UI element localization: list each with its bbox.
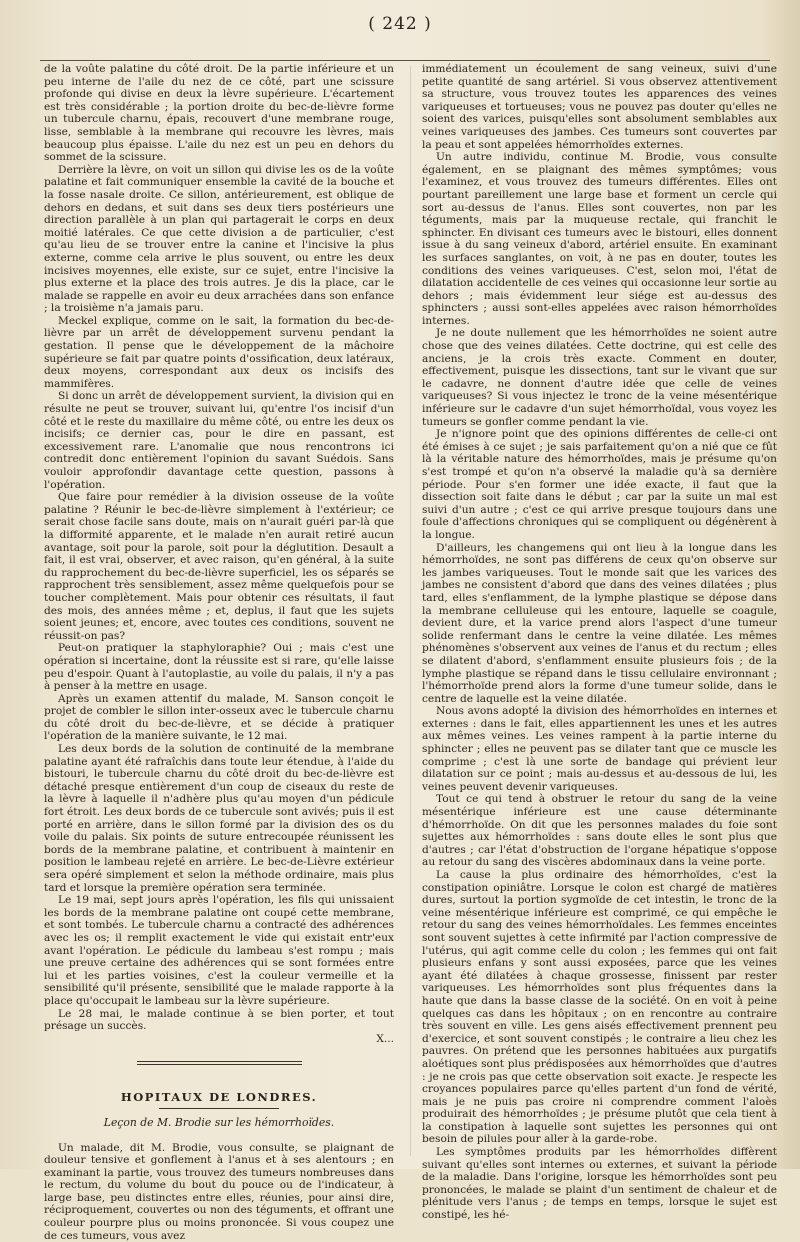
paragraph: Le 19 mai, sept jours après l'opération, les fils qui unissaient les bords de la membrane palatine ont coupé cette membrane, et sont tombés. Le tubercule charnu a contracté des adhérences avec les os; il remplit exactement le vide qui existait entr'eux avant l'opération. Le pédicule du lambeau s'est rompu ; mais une preuve certaine des adhérences qui se sont formées entre lui et les parties voisines, c'est la couleur vermeille et la sensibilité qu'il présente, sensibilité que le malade rapporte à la place qu'occupait le lambeau sur la lèvre supérieure. — [44, 894, 394, 1007]
paragraph: Nous avons adopté la division des hémorrhoïdes en internes et externes : dans le fait, elles appartiennent les unes et les autres aux mêmes veines. Les veines rampent à la partie interne du sphincter ; elles ne peuvent pas se dilater tant que ce muscle les comprime ; c'est là une sorte de bandage qui prévient leur dilatation sur ce point ; mais au-dessus et au-dessous de lui, les veines peuvent devenir variqueuses. — [422, 705, 777, 793]
section-subtitle: Leçon de M. Brodie sur les hémorrhoïdes. — [44, 1117, 394, 1130]
paragraph: Un malade, dit M. Brodie, vous consulte, se plaignant de douleur tensive et gonflement à l'anus et à ses alentours ; en examinant la partie, vous trouvez des tumeurs nombreuses dans le rectum, du volume du bout du pouce ou de l'indicateur, à large base, peu distinctes entre elles, réunies, pour ainsi dire, réciproquement, couvertes ou non des téguments, et offrant une couleur pourpre plus ou moins prononcée. Si vous coupez une de ces tumeurs, vous avez — [44, 1142, 394, 1242]
paragraph: Les deux bords de la solution de continuité de la membrane palatine ayant été rafraîchis dans toute leur étendue, à l'aide du bistouri, le tubercule charnu du côté droit du bec-de-lièvre est détaché presque entièrement d'un coup de ciseaux du reste de la lèvre à laquelle il n'adhère plus qu'au moyen d'un pédicule fort étroit. Les deux bords de ce tubercule sont avivés; puis il est porté en arrière, dans le sillon formé par la division des os du voile du palais. Six points de suture entrecoupée réunissent les bords de la membrane palatine, et contribuent à maintenir en position le lambeau rejeté en arrière. Le bec-de-Lièvre extérieur sera opéré simplement et selon la méthode ordinaire, mais plus tard et lorsque la première opération sera terminée. — [44, 743, 394, 894]
paragraph: Que faire pour remédier à la division osseuse de la voûte palatine ? Réunir le bec-de-lièvre simplement à l'extérieur; ce serait chose facile sans doute, mais on n'aurait guéri par-là que la difformité apparente, et le malade n'en aurait retiré aucun avantage, soit pour la parole, soit pour la déglutition. Desault a fait, il est vrai, observer, et avec raison, qu'en général, à la suite du rapprochement du bec-de-lièvre superficiel, les os séparés se rapprochent très sensiblement, assez même quelquefois pour se toucher complètement. Mais pour obtenir ces résultats, il faut des mois, des années même ; et, deplus, il faut que les sujets soient jeunes; et, encore, avec toutes ces conditions, souvent ne réussit-on pas? — [44, 491, 394, 642]
paragraph: immédiatement un écoulement de sang veineux, suivi d'une petite quantité de sang artériel. Si vous observez attentivement sa structure, vous trouvez toutes les apparences des veines variqueuses et tortueuses; vous ne pouvez pas douter qu'elles ne soient des varices, puisqu'elles sont absolument semblables aux veines variqueuses des jambes. Ces tumeurs sont couvertes par la peau et sont appelées hémorrhoïdes externes. — [422, 63, 777, 151]
paragraph: Le 28 mai, le malade continue à se bien porter, et tout présage un succès. — [44, 1008, 394, 1033]
paragraph: de la voûte palatine du côté droit. De la partie inférieure et un peu interne de l'aile du nez de ce côté, part une scissure profonde qui divise en deux la lèvre supérieure. L'écartement est très considérable ; la portion droite du bec-de-lièvre forme un tubercule charnu, épais, recouvert d'une membrane rouge, lisse, semblable à la membrane qui recouvre les lèvres, mais beaucoup plus épaisse. L'aile du nez est un peu en dehors du sommet de la scissure. — [44, 63, 394, 164]
title-rule — [159, 1108, 279, 1109]
section-title: HOPITAUX DE LONDRES. — [44, 1091, 394, 1104]
paragraph: Les symptômes produits par les hémorrhoïdes diffèrent suivant qu'elles sont internes ou externes, et suivant la période de la maladie. Dans l'origine, lorsque les hémorrhoïdes sont peu prononcées, le malade se plaint d'un sentiment de chaleur et de plénitude vers l'anus ; de temps en temps, lorsque le sujet est constipé, les hé- — [422, 1146, 777, 1222]
left-column — [44, 63, 394, 1242]
right-column — [422, 63, 777, 1222]
paragraph: Tout ce qui tend à obstruer le retour du sang de la veine mésentérique inférieure est une cause déterminante d'hémorrhoïde. On dit que les personnes malades du foie sont sujettes aux hémorrhoïdes : sans doute elles le sont plus que d'autres ; car l'état d'obstruction de l'organe hépatique s'oppose au retour du sang des viscères abdominaux dans la veine porte. — [422, 793, 777, 869]
paragraph: Si donc un arrêt de développement survient, la division qui en résulte ne peut se trouver, suivant lui, qu'entre l'os incisif d'un côté et le reste du maxillaire du même côté, ou entre les deux os incisifs; ce dernier cas, pour le dire en passant, est excessivement rare. L'anomalie que nous rencontrons ici contredit donc entièrement l'opinion du savant Suédois. Sans vouloir approfondir davantage cette question, passons à l'opération. — [44, 390, 394, 491]
paragraph: Derrière la lèvre, on voit un sillon qui divise les os de la voûte palatine et fait communiquer ensemble la cavité de la bouche et la fosse nasale droite. Ce sillon, antérieurement, est oblique de dehors en dedans, et suit dans ses deux tiers postérieurs une direction parallèle à un plan qui partagerait le corps en deux moitié latérales. Ce que cette division a de particulier, c'est qu'au lieu de se trouver entre la canine et l'incisive la plus externe, comme cela arrive le plus souvent, ou entre les deux incisives moyennes, elle existe, sur ce sujet, entre l'incisive la plus externe et la place des trois autres. Je dis la place, car le malade se rappelle en avoir eu deux arrachées dans son enfance ; la troisième n'a jamais paru. — [44, 164, 394, 315]
column-separator — [410, 66, 411, 1156]
page-number: ( 242 ) — [0, 14, 800, 34]
paragraph: Peut-on pratiquer la staphyloraphie? Oui ; mais c'est une opération si incertaine, dont la réussite est si rare, qu'elle laisse peu d'espoir. Quant à l'autoplastie, au voile du palais, il n'y a pas à penser à la mettre en usage. — [44, 642, 394, 692]
paragraph: Un autre individu, continue M. Brodie, vous consulte également, en se plaignant des mêmes symptômes; vous l'examinez, et vous trouvez des tumeurs différentes. Elles ont pourtant pareillement une large base et forment un cercle qui sort au-dessus de l'anus. Elles sont couvertes, non par les téguments, mais par la muqueuse rectale, qui franchit le sphincter. En divisant ces tumeurs avec le bistouri, elles donnent issue à du sang veineux d'abord, artériel ensuite. En examinant les surfaces sanglantes, on voit, à ne pas en douter, toutes les conditions des veines variqueuses. C'est, selon moi, l'état de dilatation accidentelle de ces veines qui occasionne leur sortie au dehors ; mais évidemment leur siége est au-dessus des sphincters ; aussi sont-elles appelées avec raison hémorrhoïdes internes. — [422, 151, 777, 327]
paragraph: Après un examen attentif du malade, M. Sanson conçoit le projet de combler le sillon inter-osseux avec le tubercule charnu du côté droit du bec-de-lièvre, et se décide à pratiquer l'opération de la manière suivante, le 12 mai. — [44, 693, 394, 743]
paragraph: Meckel explique, comme on le sait, la formation du bec-de-lièvre par un arrêt de développement survenu pendant la gestation. Il pense que le développement de la mâchoire supérieure se fait par quatre points d'ossification, deux latéraux, deux moyens, correspondant aux deux os incisifs des mammifères. — [44, 315, 394, 391]
paragraph: D'ailleurs, les changemens qui ont lieu à la longue dans les hémorrhoïdes, ne sont pas différens de ceux qu'on observe sur les jambes variqueuses. Tout le monde sait que les varices des jambes ne consistent d'abord que dans des veines dilatées ; plus tard, elles s'enflamment, de la lymphe plastique se dépose dans la membrane celluleuse qui les entoure, laquelle se coagule, devient dure, et la varice prend alors l'aspect d'une tumeur solide renfermant dans le centre la veine dilatée. Les mêmes phénomènes s'observent aux veines de l'anus et du rectum ; elles se dilatent d'abord, s'enflamment ensuite plusieurs fois ; de la lymphe plastique se répand dans le tissu cellulaire environnant ; l'hémorrhoïde prend alors la forme d'une tumeur solide, dans le centre de laquelle est la veine dilatée. — [422, 542, 777, 706]
header-rule — [40, 60, 770, 61]
author-signature: X... — [44, 1033, 394, 1046]
section-divider — [137, 1061, 302, 1065]
paragraph: Je ne doute nullement que les hémorrhoïdes ne soient autre chose que des veines dilatées. Cette doctrine, qui est celle des anciens, je la crois très exacte. Comment en douter, effectivement, puisque les dissections, tant sur le vivant que sur le cadavre, ne donnent d'autre idée que celle de veines variqueuses? Si vous injectez le tronc de la veine mésentérique inférieure sur le cadavre d'un sujet hémorrhoïdal, vous voyez les tumeurs se gonfler comme pendant la vie. — [422, 327, 777, 428]
paragraph: La cause la plus ordinaire des hémorrhoïdes, c'est la constipation opiniâtre. Lorsque le colon est chargé de matières dures, surtout la portion sygmoïde de cet intestin, le tronc de la veine mésentérique inférieure est comprimé, ce qui empêche le retour du sang des veines hémorrhoïdales. Les femmes enceintes sont souvent sujettes à cette infirmité par l'action compressive de l'utérus, qui agit comme celle du colon ; les femmes qui ont fait plusieurs enfans y sont aussi exposées, parce que les veines ayant été dilatées à chaque grossesse, finissent par rester variqueuses. Les hémorrhoïdes sont plus fréquentes dans la haute que dans la basse classe de la société. On en voit à peine quelques cas dans les hôpitaux ; on en rencontre au contraire très souvent en ville. Les gens aisés effectivement prennent peu d'exercice, et sont souvent constipés ; le contraire a lieu chez les pauvres. On prétend que les personnes habituées aux purgatifs aloétiques sont plus prédisposées aux hémorrhoïdes que d'autres : je ne crois pas que cette observation soit exacte. Je respecte les croyances populaires parce qu'elles partent d'un fond de vérité, mais je ne puis pas croire ni comprendre comment l'aloès produirait des hémorrhoïdes ; je présume plutôt que cela tient à la constipation à laquelle sont sujettes les personnes qui ont besoin de pilules pour aller à la garde-robe. — [422, 869, 777, 1146]
paragraph: Je n'ignore point que des opinions différentes de celle-ci ont été émises à ce sujet ; je sais parfaitement qu'on a nié que ce fût là la véritable nature des hémorrhoïdes, mais je présume qu'on s'est trompé et qu'on n'a observé la maladie qu'à sa dernière période. Pour s'en former une idée exacte, il faut que la dissection soit faite dans le début ; car par la suite un mal est suivi d'un autre ; c'est ce qui arrive presque toujours dans une foule d'affections chroniques qui se compliquent ou dégénèrent à la longue. — [422, 428, 777, 541]
